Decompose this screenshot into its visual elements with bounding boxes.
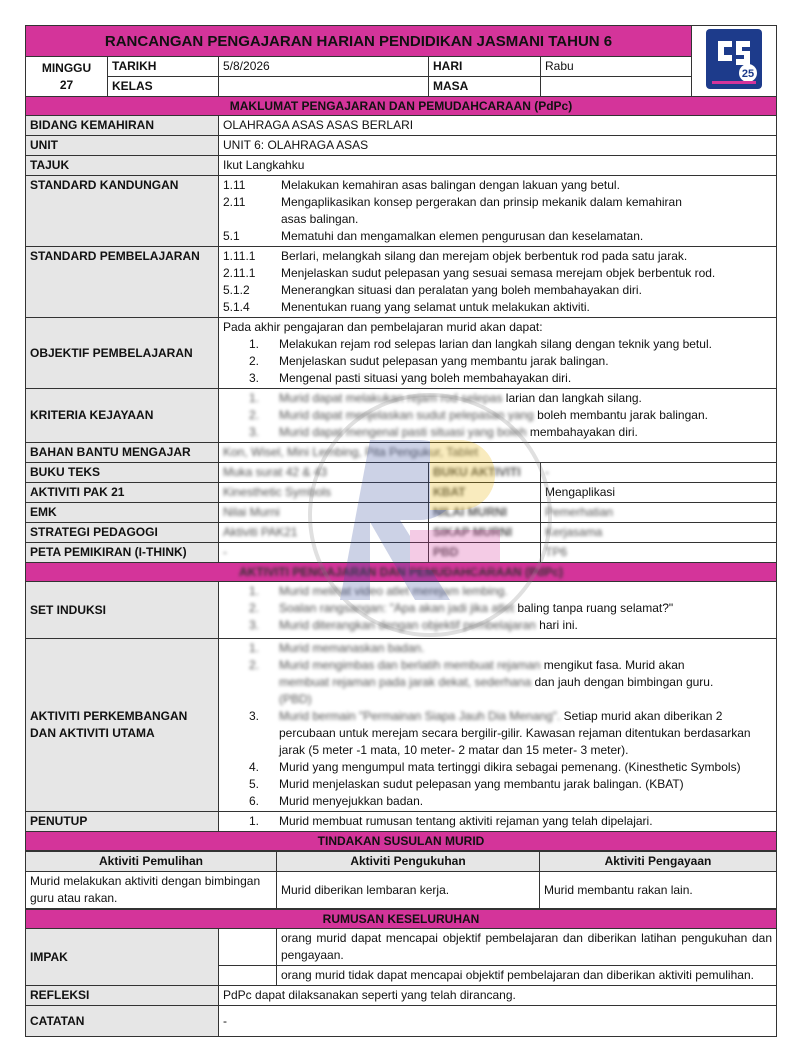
objektif-item: 1. Melakukan rejam rod selepas larian dan langkah silang dengan teknik yang betul. [249,337,712,351]
impak-1-count[interactable] [219,929,277,966]
buku-aktiviti-value: - [541,463,777,483]
objektif-label: OBJEKTIF PEMBELAJARAN [26,318,219,389]
emk-value: Nilai Murni [219,503,429,523]
sp-item: 5.1.2 Menerangkan situasi dan peralatan yang boleh membahayakan diri. [223,283,642,297]
perkembangan-item: 4. Murid yang mengumpul mata tertinggi dikira sebagai pemenang. (Kinesthetic Symbols) [249,760,741,774]
sikap-label: SIKAP MURNI [429,523,541,543]
buku-value: Muka surat 42 & 43 [219,463,429,483]
sk-list [219,176,777,247]
maklumat-title: MAKLUMAT PENGAJARAN DAN PEMUDAHCARAAN (PdPc) [26,97,777,116]
perkembangan-item: 2. Murid mengimbas dan berlatih membuat rejaman mengikut fasa. Murid akan membuat rejaman pada jarak dekat, sederhana dan jauh dengan bimbingan guru. (PBD) [249,658,714,706]
objektif-item: 2. Menjelaskan sudut pelepasan yang membantu jarak balingan. [249,354,609,368]
nilai-label: NILAI MURNI [429,503,541,523]
kbat-value: Mengaplikasi [541,483,777,503]
objektif-list [219,318,777,389]
bidang-label: BIDANG KEMAHIRAN [26,116,219,136]
impak-1-text: orang murid dapat mencapai objektif pembelajaran dan diberikan latihan pengukuhan dan pengayaan. [277,929,777,966]
sk-item: 2.11 Mengaplikasikan konsep pergerakan dan prinsip mekanik dalam kemahiran asas balingan. [223,195,682,226]
kbat-label: KBAT [429,483,541,503]
peta-label: PETA PEMIKIRAN (I-THINK) [26,543,219,563]
catatan-value: - [219,1006,777,1037]
sk-item: 5.1 Mematuhi dan mengamalkan elemen pengurusan dan keselamatan. [223,229,644,243]
page-title: RANCANGAN PENGAJARAN HARIAN PENDIDIKAN JASMANI TAHUN 6 [26,26,692,57]
kelas-value [219,77,429,97]
sikap-value: Kerjasama [541,523,777,543]
kriteria-item: 1. Murid dapat melakukan rejam rod selepas larian dan langkah silang. [249,391,642,405]
catatan-label: CATATAN [26,1006,219,1037]
logo-icon [704,27,764,91]
tajuk-label: TAJUK [26,156,219,176]
buku-aktiviti-label: BUKU AKTIVITI [429,463,541,483]
perkembangan-item: 5. Murid menjelaskan sudut pelepasan yang membantu jarak balingan. (KBAT) [249,777,684,791]
set-induksi-list [219,582,777,639]
pak21-label: AKTIVITI PAK 21 [26,483,219,503]
hari-value: Rabu [541,57,692,77]
set-induksi-item: 2. Soalan rangsangan: "Apa akan jadi jika atlet baling tanpa ruang selamat?" [249,601,674,615]
kriteria-list [219,389,777,443]
kriteria-label: KRITERIA KEJAYAAN [26,389,219,443]
emk-label: EMK [26,503,219,523]
objektif-item: 3. Mengenal pasti situasi yang boleh membahayakan diri. [249,371,572,385]
unit-label: UNIT [26,136,219,156]
kelas-label: KELAS [108,77,219,97]
rph-table [25,25,777,851]
impak-label: IMPAK [26,929,219,986]
perkembangan-item: 1. Murid memanaskan badan. [249,641,425,655]
pemulihan-header: Aktiviti Pemulihan [26,852,277,872]
nilai-value: Pemerhatian [541,503,777,523]
buku-label: BUKU TEKS [26,463,219,483]
refleksi-value: PdPc dapat dilaksanakan seperti yang telah dirancang. [219,986,777,1006]
perkembangan-list [219,639,777,812]
pengukuhan-value: Murid diberikan lembaran kerja. [277,872,540,909]
perkembangan-label: AKTIVITI PERKEMBANGAN DAN AKTIVITI UTAMA [26,639,219,812]
bidang-value: OLAHRAGA ASAS ASAS BERLARI [219,116,777,136]
peta-value: - [219,543,429,563]
rumusan-table [25,909,777,1037]
pak21-value: Kinesthetic Symbols [219,483,429,503]
masa-label: MASA [429,77,541,97]
pengayaan-header: Aktiviti Pengayaan [540,852,777,872]
rph-sheet [25,25,776,1037]
strategi-label: STRATEGI PEDAGOGI [26,523,219,543]
kriteria-item: 2. Murid dapat menjelaskan sudut pelepasan yang boleh membantu jarak balingan. [249,408,708,422]
bahan-value: Kon, Wisel, Mini Lembing, Pita Pengukur, Tablet [219,443,777,463]
aktiviti-title: AKTIVITI PENGAJARAN DAN PEMUDAHCARAAN (PdPc) [26,563,777,582]
strategi-value: Aktiviti PAK21 [219,523,429,543]
set-induksi-item: 3. Murid diterangkan dengan objektif pembelajaran hari ini. [249,618,578,632]
sk-item: 1.11 Melakukan kemahiran asas balingan dengan lakuan yang betul. [223,178,620,192]
sp-label: STANDARD PEMBELAJARAN [26,247,219,318]
sp-item: 5.1.4 Menentukan ruang yang selamat untuk melakukan aktiviti. [223,300,590,314]
penutup-label: PENUTUP [26,812,219,832]
tarikh-label: TARIKH [108,57,219,77]
unit-value: UNIT 6: OLAHRAGA ASAS [219,136,777,156]
minggu-label: MINGGU [41,60,92,75]
sp-item: 1.11.1 Berlari, melangkah silang dan merejam objek berbentuk rod pada satu jarak. [223,249,688,263]
sp-item: 2.11.1 Menjelaskan sudut pelepasan yang sesuai semasa merejam objek berbentuk rod. [223,266,716,280]
pemulihan-value: Murid melakukan aktiviti dengan bimbingan guru atau rakan. [26,872,277,909]
impak-2-text: orang murid tidak dapat mencapai objektif pembelajaran dan diberikan aktiviti pemulihan. [277,966,777,986]
tarikh-value: 5/8/2026 [219,57,429,77]
penutup-item: 1. Murid membuat rumusan tentang aktiviti rejaman yang telah dipelajari. [249,814,653,828]
perkembangan-item: 6. Murid menyejukkan badan. [249,794,424,808]
set-induksi-label: SET INDUKSI [26,582,219,639]
hari-label: HARI [429,57,541,77]
school-logo [692,26,777,97]
rumusan-title: RUMUSAN KESELURUHAN [26,910,777,929]
pengukuhan-header: Aktiviti Pengukuhan [277,852,540,872]
minggu-value: 27 [59,77,74,92]
svg-text:25: 25 [741,67,755,80]
tindakan-title: TINDAKAN SUSULAN MURID [26,832,777,851]
minggu-cell [26,57,108,97]
kriteria-item: 3. Murid dapat mengenal pasti situasi yang boleh membahayakan diri. [249,425,638,439]
penutup-list [219,812,777,832]
perkembangan-item: 3. Murid bermain "Permainan Siapa Jauh Dia Menang". Setiap murid akan diberikan 2 percubaan untuk merejam secara bergilir-gilir. Kawasan rejaman ditentukan berdasarkan jarak (5 meter -1 mata, 10 meter- 2 matar dan 15 meter- 3 meter). [249,709,751,757]
tindakan-table [25,851,777,909]
pengayaan-value: Murid membantu rakan lain. [540,872,777,909]
objektif-intro: Pada akhir pengajaran dan pembelajaran murid akan dapat: [223,320,543,334]
sk-label: STANDARD KANDUNGAN [26,176,219,247]
refleksi-label: REFLEKSI [26,986,219,1006]
tajuk-value: Ikut Langkahku [219,156,777,176]
set-induksi-item: 1. Murid melihat video atlet merejam lembing. [249,584,508,598]
sp-list [219,247,777,318]
bahan-label: BAHAN BANTU MENGAJAR [26,443,219,463]
masa-value [541,77,692,97]
pbd-value: TP6 [541,543,777,563]
pbd-label: PBD [429,543,541,563]
impak-2-count[interactable] [219,966,277,986]
